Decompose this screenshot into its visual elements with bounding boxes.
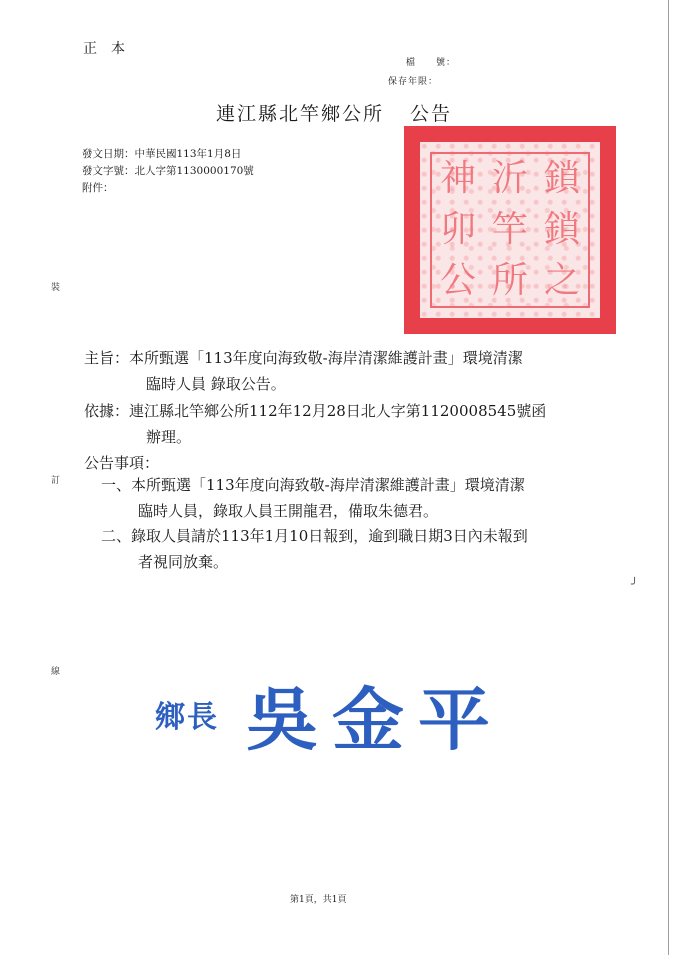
item-2-line-2: 者視同放棄。 [138,553,229,571]
file-number-label: 檔 號： [406,58,457,68]
seal-char: 竿 [491,208,528,250]
basis-line-2: 辦理。 [146,428,192,446]
seal-char: 神 [439,158,476,200]
title-type: 公告 [410,103,453,125]
subject-line-1: 主旨：本所甄選「113年度向海致敬-海岸清潔維護計畫」環境清潔 [84,349,523,367]
binding-mark-ding: 訂 [51,476,61,486]
copy-label: 正本 [83,41,139,57]
seal-char: 鎖 [543,158,580,200]
binding-mark-zhuang: 裝 [51,283,61,293]
issue-number: 發文字號：北人字第1130000170號 [82,165,254,177]
document-title [216,99,452,126]
signature-title-stamp: 鄉長 [155,700,219,735]
subject-line-2: 臨時人員 錄取公告。 [146,375,286,393]
seal-char: 鎖 [543,208,580,250]
issue-date: 發文日期：中華民國113年1月8日 [82,148,242,160]
basis-line-1: 依據：連江縣北竿鄉公所112年12月28日北人字第1120008545號函 [84,402,547,420]
retention-label: 保存年限： [388,77,439,87]
seal-char: 公 [439,259,476,301]
signature-name-stamp: 吳金平 [246,679,505,760]
item-1-line-2: 臨時人員，錄取人員王開龍君，備取朱德君。 [138,502,439,520]
seal-char: 沂 [491,158,528,200]
item-2-line-1: 二、錄取人員請於113年1月10日報到，逾到職日期3日內未報到 [101,527,528,545]
seal-char: 之 [543,259,580,301]
item-1-line-1: 一、本所甄選「113年度向海致敬-海岸清潔維護計畫」環境清潔 [101,476,525,494]
margin-mark: ╯ [631,577,639,591]
page-footer: 第1頁，共1頁 [290,895,347,905]
seal-char: 所 [491,259,528,301]
seal-char: 卯 [439,208,476,250]
official-seal [404,126,616,334]
binding-mark-xian: 線 [51,667,61,677]
title-organization: 連江縣北竿鄉公所 [216,103,385,125]
items-heading: 公告事項： [84,454,160,472]
seal-characters [430,152,590,308]
page-edge-line [668,0,669,955]
attachment-label: 附件： [82,182,114,194]
